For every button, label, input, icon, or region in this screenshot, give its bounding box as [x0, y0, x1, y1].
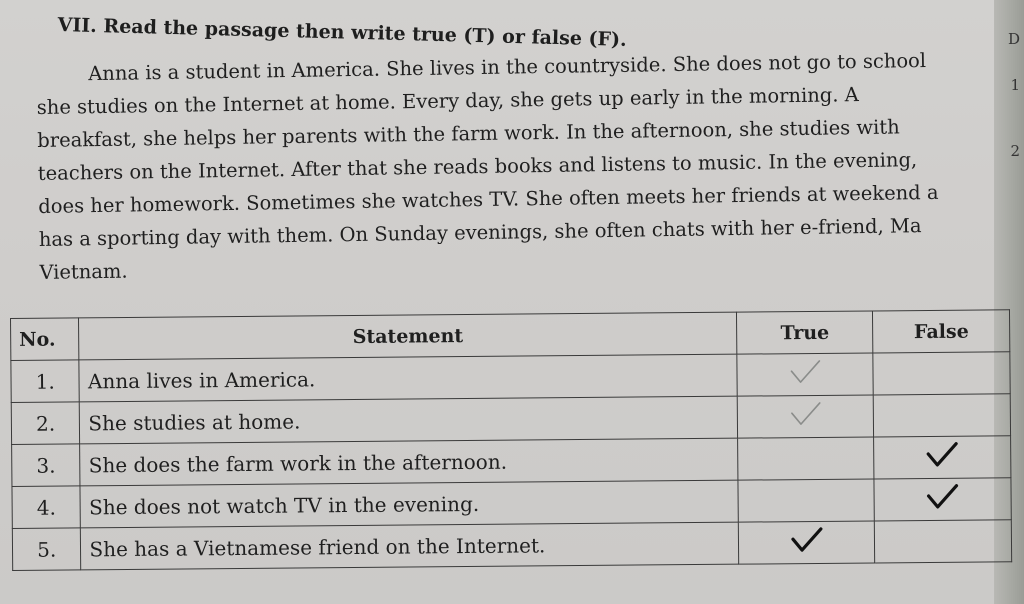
false-cell[interactable] — [875, 520, 1012, 563]
column-header-false: False — [873, 310, 1010, 353]
edge-glyph: 1 — [1010, 76, 1020, 94]
check-stroke — [928, 444, 956, 465]
edge-glyph: D — [1007, 30, 1020, 48]
handwritten-check-icon — [922, 440, 962, 470]
row-number: 1. — [11, 360, 80, 403]
column-header-statement: Statement — [79, 312, 737, 360]
true-cell[interactable] — [738, 521, 875, 564]
passage-line: breakfast, she helps her parents with the farm work. In the afternoon, she studies with — [37, 115, 900, 152]
check-stroke — [793, 529, 821, 550]
passage-line: teachers on the Internet. After that she reads books and listens to music. In the evening, — [37, 148, 918, 185]
false-cell[interactable] — [874, 478, 1011, 521]
column-header-no: No. — [11, 318, 80, 361]
handwritten-check-icon — [785, 357, 825, 387]
passage-line: Vietnam. — [39, 259, 128, 284]
row-statement: She does not watch TV in the evening. — [80, 480, 738, 528]
false-cell[interactable] — [874, 436, 1011, 479]
passage-line: does her homework. Sometimes she watches TV. She often meets her friends at weekend a — [38, 180, 939, 218]
table-body — [11, 352, 1012, 571]
table-row — [12, 520, 1011, 571]
reading-passage — [36, 43, 1000, 289]
exercise-heading: VII. Read the passage then write true (T) or false (F). — [57, 14, 627, 51]
column-header-true: True — [737, 311, 874, 354]
true-false-table — [10, 309, 1012, 571]
row-statement: Anna lives in America. — [79, 354, 737, 402]
row-number: 5. — [12, 528, 81, 571]
row-statement: She does the farm work in the afternoon. — [80, 438, 738, 486]
row-number: 3. — [12, 444, 81, 487]
check-stroke — [791, 361, 819, 382]
passage-line: she studies on the Internet at home. Every day, she gets up early in the morning. A — [36, 83, 859, 119]
true-cell[interactable] — [738, 437, 875, 480]
row-statement: She studies at home. — [80, 396, 738, 444]
handwritten-check-icon — [787, 525, 827, 555]
check-stroke — [791, 403, 819, 424]
true-cell[interactable] — [737, 395, 874, 438]
handwritten-check-icon — [785, 399, 825, 429]
row-statement: She has a Vietnamese friend on the Internet. — [81, 522, 739, 570]
row-number: 2. — [11, 402, 80, 445]
handwritten-check-icon — [923, 482, 963, 512]
true-cell[interactable] — [738, 479, 875, 522]
true-cell[interactable] — [737, 353, 874, 396]
passage-line: Anna is a student in America. She lives in the countryside. She does not go to school — [88, 49, 927, 86]
false-cell[interactable] — [874, 394, 1011, 437]
passage-line: has a sporting day with them. On Sunday evenings, she often chats with her e-friend, Ma — [38, 214, 922, 251]
false-cell[interactable] — [873, 352, 1010, 395]
row-number: 4. — [12, 486, 81, 529]
check-stroke — [929, 486, 957, 507]
edge-glyph: 2 — [1010, 142, 1020, 160]
